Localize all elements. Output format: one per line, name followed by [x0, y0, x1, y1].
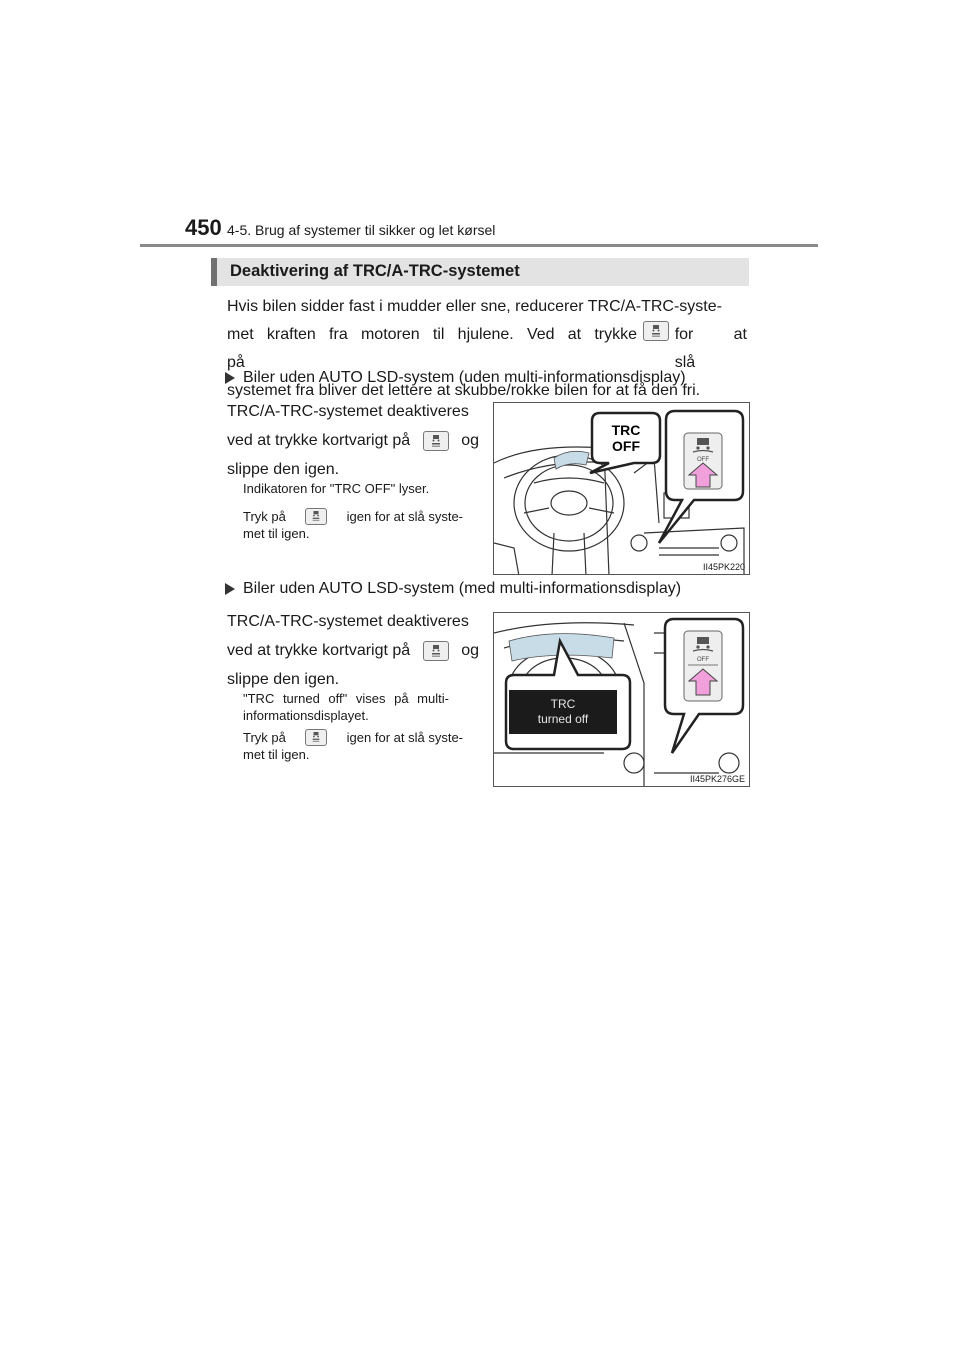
block1-note2-pre: Tryk på [243, 509, 286, 524]
section-title-bar [211, 258, 749, 286]
block1-note2-post: igen for at slå syste- [346, 509, 463, 524]
figure-code: II45PK220 [702, 562, 745, 572]
bullet-block2-text: Biler uden AUTO LSD-system (med multi-informationsdisplay) [243, 580, 682, 597]
intro-line-c: systemet fra bliver det lettere at skubbe/rokke bilen for at få den fri. [227, 382, 701, 399]
block2-line2-pre: ved at trykke kortvarigt på [227, 642, 411, 659]
block1-note2 [243, 508, 463, 542]
block2-line2-post: og [461, 642, 479, 659]
trc-off-button-icon [305, 508, 327, 525]
figure-code: II45PK276GE [689, 774, 745, 784]
block1-line2-pre: ved at trykke kortvarigt på [227, 432, 411, 449]
indicator-line2: OFF [612, 438, 640, 454]
intro-paragraph [227, 293, 747, 405]
section-breadcrumb: 4-5. Brug af systemer til sikker og let kørsel [227, 222, 496, 238]
multi-info-display [509, 690, 617, 734]
intro-line-a: Hvis bilen sidder fast i mudder eller sne, reducerer TRC/A-TRC-syste- [227, 298, 722, 315]
block2-note1-line1: "TRC turned off" vises på multi- [243, 691, 449, 706]
trc-off-button-icon [643, 321, 669, 341]
section-title: Deaktivering af TRC/A-TRC-systemet [230, 262, 520, 280]
display-line2: turned off [537, 712, 589, 726]
intro-line-b-post: for at slå [674, 326, 747, 371]
bullet-triangle-icon [225, 583, 235, 595]
block2-line1: TRC/A-TRC-systemet deaktiveres [227, 613, 469, 630]
block1-note1: Indikatoren for "TRC OFF" lyser. [243, 481, 430, 496]
trc-off-button-icon [423, 641, 449, 661]
block1-instruction [227, 397, 479, 484]
button-off-text: OFF [697, 457, 709, 463]
trc-off-button-icon [305, 729, 327, 746]
block1-line2-post: og [461, 432, 479, 449]
block2-note1 [243, 690, 463, 724]
bullet-block1 [225, 369, 686, 387]
bullet-triangle-icon [225, 372, 235, 384]
block1-line1: TRC/A-TRC-systemet deaktiveres [227, 403, 469, 420]
block2-note2-line2: met til igen. [243, 747, 310, 762]
display-line1: TRC [550, 697, 576, 711]
dashboard-illustration [494, 403, 750, 575]
block1-line3: slippe den igen. [227, 461, 340, 478]
figure-dashboard-trc-off [493, 402, 750, 575]
indicator-line1: TRC [611, 422, 641, 438]
block2-note2-post: igen for at slå syste- [346, 730, 463, 745]
block2-note1-line2: informationsdisplayet. [243, 708, 369, 723]
intro-line-b-pre: met kraften fra motoren til hjulene. Ved at trykke på [227, 326, 638, 371]
bullet-block2 [225, 580, 681, 598]
trc-off-button-icon [423, 431, 449, 451]
block2-note2-pre: Tryk på [243, 730, 286, 745]
bullet-block1-text: Biler uden AUTO LSD-system (uden multi-informationsdisplay) [243, 369, 686, 386]
block2-line2 [227, 636, 479, 665]
block1-line2 [227, 426, 479, 455]
block2-line3: slippe den igen. [227, 671, 340, 688]
header-divider [140, 244, 818, 247]
page-number: 450 [185, 215, 222, 240]
block2-instruction [227, 607, 479, 694]
block2-note2 [243, 729, 463, 763]
block1-note2-line2: met til igen. [243, 526, 310, 541]
button-off-text: OFF [697, 657, 709, 663]
